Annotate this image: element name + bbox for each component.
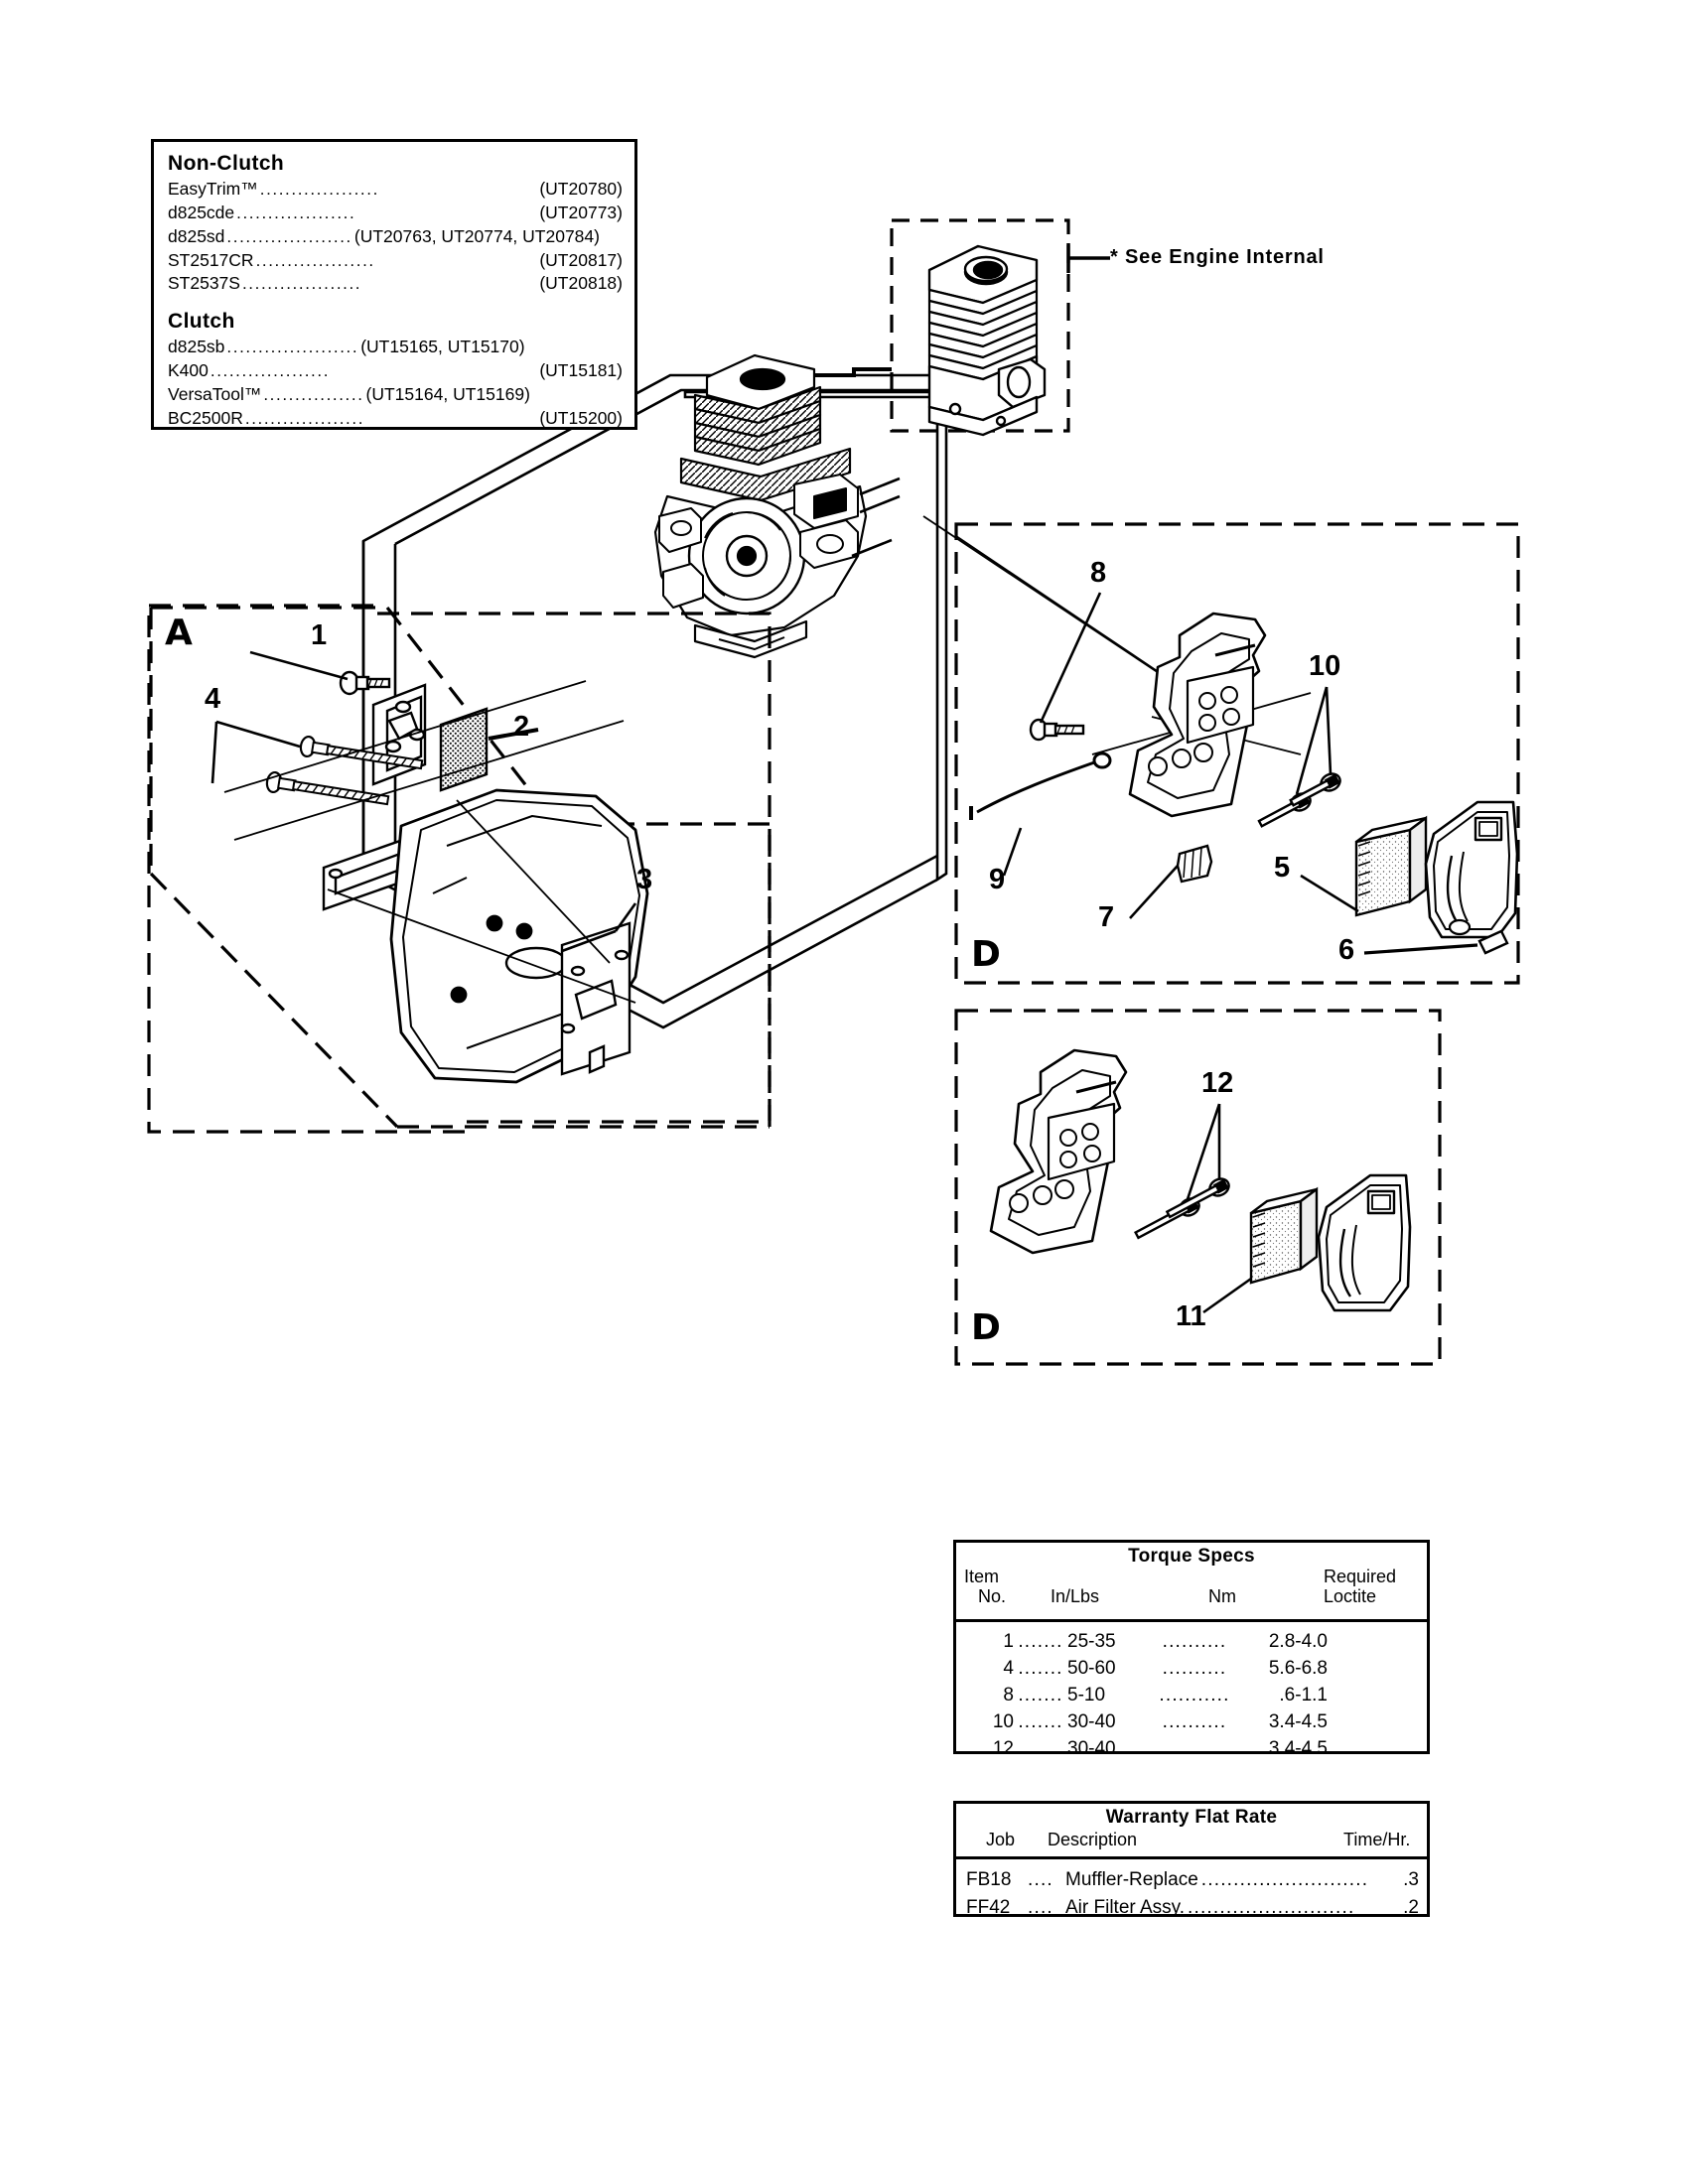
cell-dots: ...........: [1159, 1684, 1230, 1706]
legend-row: [168, 383, 623, 407]
cell-dots: ..........: [1162, 1737, 1227, 1759]
th-no: No.: [978, 1586, 1007, 1606]
legend-model-name: VersaTool™: [168, 384, 262, 405]
cell-in-lbs: 30-40: [1067, 1710, 1116, 1732]
cell-job: FB18: [966, 1869, 1012, 1890]
legend-model-name: ST2537S: [168, 273, 240, 294]
callout-6-leader: [1364, 945, 1477, 953]
th-required: Required: [1324, 1567, 1397, 1586]
legend-part-numbers: (UT15165, UT15170): [360, 337, 525, 357]
cell-nm: .6-1.1: [1279, 1684, 1328, 1706]
callout-5: 5: [1274, 852, 1291, 884]
part-3-heat-shield: [562, 923, 630, 1074]
cell-loctite: [1328, 1709, 1427, 1736]
air-filter-housing-lower: [991, 1050, 1126, 1253]
cell-time: .2: [1403, 1896, 1419, 1918]
cell-in-lbs: 50-60: [1067, 1657, 1116, 1679]
callout-4: 4: [205, 683, 221, 715]
cell-item: 10: [992, 1710, 1014, 1732]
th-description: Description: [1048, 1830, 1138, 1849]
legend-part-numbers: (UT20817): [539, 249, 623, 270]
th-time: Time/Hr.: [1343, 1830, 1411, 1849]
cell-dots: ....: [1028, 1869, 1053, 1890]
legend-part-numbers: (UT15181): [539, 360, 623, 381]
table-row: [956, 1629, 1427, 1656]
cell-dots: ..........: [1162, 1710, 1227, 1732]
table-row: [956, 1656, 1427, 1683]
callout-9: 9: [989, 864, 1006, 895]
cell-dots: ..........: [1162, 1657, 1227, 1679]
legend-part-numbers: (UT20763, UT20774, UT20784): [353, 225, 600, 246]
callout-6: 6: [1338, 934, 1355, 966]
cell-dots: ....: [1028, 1896, 1053, 1918]
th-job: Job: [986, 1830, 1016, 1849]
legend-dot-leader: ...................: [255, 250, 375, 270]
warranty-table-header-row: [956, 1829, 1427, 1856]
legend-model-name: EasyTrim™: [168, 179, 258, 200]
legend-heading-clutch: Clutch: [168, 310, 235, 334]
legend-row: [168, 202, 623, 225]
cell-loctite: [1328, 1736, 1427, 1763]
cylinder-illustration: [929, 246, 1045, 435]
torque-table-header-row: [956, 1568, 1427, 1619]
th-item: Item: [964, 1567, 1000, 1586]
cell-in-lbs: 25-35: [1067, 1631, 1116, 1652]
cell-dots: .......: [1018, 1631, 1063, 1652]
legend-part-numbers: (UT20773): [539, 203, 623, 223]
table-row: [956, 1709, 1427, 1736]
part-12-screws: [1133, 1175, 1231, 1242]
th-in-lbs: In/Lbs: [1051, 1586, 1100, 1606]
part-8-screw: [1031, 720, 1083, 740]
cell-description: Muffler-Replace: [1065, 1869, 1198, 1890]
callout-3: 3: [636, 864, 653, 895]
air-filter-cover-lower: [1319, 1175, 1410, 1310]
legend-part-numbers: (UT20818): [539, 273, 623, 294]
muffler-cover-plate: [373, 685, 425, 784]
legend-dot-leader: .....................: [226, 338, 359, 357]
cell-item: 4: [1003, 1657, 1014, 1679]
cell-loctite: [1328, 1629, 1427, 1656]
table-row: [956, 1866, 1427, 1894]
torque-specs-table: [953, 1540, 1430, 1759]
cell-in-lbs: 30-40: [1067, 1737, 1116, 1759]
part-11-foam-filter: [1251, 1189, 1317, 1283]
cell-item: 12: [992, 1737, 1014, 1759]
cell-nm: 2.8-4.0: [1268, 1631, 1328, 1652]
callout-10: 10: [1309, 650, 1341, 682]
table-row: [956, 1736, 1427, 1763]
legend-model-name: ST2517CR: [168, 249, 254, 270]
part-9-rod: [971, 753, 1110, 820]
part-7-clip: [1178, 846, 1211, 882]
engine-internal-bracket: [1068, 243, 1110, 273]
callout-7: 7: [1098, 901, 1115, 933]
legend-row: [168, 407, 623, 431]
cell-dots: ..........: [1162, 1631, 1227, 1652]
legend-dot-leader: ...................: [236, 204, 356, 223]
panel-letter-d-lower: D: [971, 1307, 1001, 1348]
cell-job: FF42: [966, 1896, 1011, 1918]
legend-dot-leader: ...................: [259, 180, 379, 200]
legend-dot-leader: ...................: [241, 274, 362, 294]
th-nm: Nm: [1208, 1586, 1236, 1606]
legend-model-name: K400: [168, 360, 209, 381]
legend-row: [168, 359, 623, 383]
air-filter-housing-upper: [1130, 614, 1265, 816]
callout-1-leader: [250, 652, 348, 679]
cell-time: .3: [1403, 1869, 1419, 1890]
callout-11: 11: [1176, 1300, 1206, 1332]
callout-1: 1: [311, 619, 328, 651]
cell-dots: ..........................: [1200, 1869, 1369, 1890]
legend-model-name: d825sd: [168, 225, 225, 246]
cell-dots: .......: [1018, 1657, 1063, 1679]
torque-table-body: [956, 1622, 1427, 1767]
part-1-screw: [341, 672, 389, 694]
cell-loctite: [1328, 1683, 1427, 1709]
callout-11-leader: [1203, 1279, 1251, 1312]
cell-dots: .......: [1018, 1710, 1063, 1732]
callout-8: 8: [1090, 557, 1107, 589]
warranty-table-title: Warranty Flat Rate: [1105, 1807, 1278, 1828]
callout-7-leader: [1130, 866, 1178, 918]
model-legend-box: [151, 139, 637, 430]
legend-part-numbers: (UT20780): [539, 179, 623, 200]
part-2-spark-screen: [441, 709, 487, 790]
legend-dot-leader: ....................: [226, 226, 352, 246]
see-engine-internal-note: * See Engine Internal: [1110, 246, 1325, 268]
th-loctite: Loctite: [1324, 1586, 1377, 1606]
cell-description: Air Filter Assy.: [1065, 1896, 1185, 1918]
legend-heading-non-clutch: Non-Clutch: [168, 152, 285, 175]
legend-model-name: d825cde: [168, 203, 235, 223]
cell-nm: 5.6-6.8: [1268, 1657, 1328, 1679]
legend-row: [168, 336, 623, 359]
cell-dots: .......: [1018, 1737, 1063, 1759]
table-row: [956, 1683, 1427, 1709]
legend-model-name: BC2500R: [168, 407, 243, 428]
legend-row: [168, 272, 623, 296]
torque-table-title: Torque Specs: [1128, 1546, 1255, 1567]
legend-row: [168, 225, 623, 249]
cell-loctite: [1328, 1656, 1427, 1683]
legend-part-numbers: (UT15200): [539, 407, 623, 428]
cell-nm: 3.4-4.5: [1268, 1710, 1328, 1732]
legend-dot-leader: ...................: [244, 408, 365, 428]
legend-part-numbers: (UT15164, UT15169): [365, 384, 530, 405]
callout-9-leader: [1004, 828, 1021, 876]
table-row: [956, 1894, 1427, 1922]
callout-5-leader: [1301, 876, 1358, 911]
panel-letter-d-upper: D: [971, 934, 1001, 975]
warranty-flat-rate-table: [953, 1801, 1430, 1917]
cell-dots: .......: [1018, 1684, 1063, 1706]
warranty-table-body: [956, 1859, 1427, 1925]
legend-row: [168, 178, 623, 202]
callout-2: 2: [513, 711, 530, 743]
cell-in-lbs: 5-10: [1067, 1684, 1106, 1706]
panel-letter-a: A: [165, 613, 193, 653]
cell-dots: ..........................: [1188, 1896, 1355, 1918]
callout-12: 12: [1201, 1067, 1234, 1099]
legend-model-name: d825sb: [168, 337, 225, 357]
cell-nm: 3.4-4.5: [1268, 1737, 1328, 1759]
part-5-foam-filter: [1356, 818, 1426, 915]
cell-item: 8: [1003, 1684, 1014, 1706]
legend-dot-leader: ...................: [210, 361, 331, 381]
legend-row: [168, 249, 623, 273]
air-filter-cover-upper: [1426, 802, 1517, 937]
cell-item: 1: [1003, 1631, 1014, 1652]
callout-4-leaders: [212, 722, 300, 783]
legend-dot-leader: ................: [263, 385, 364, 405]
